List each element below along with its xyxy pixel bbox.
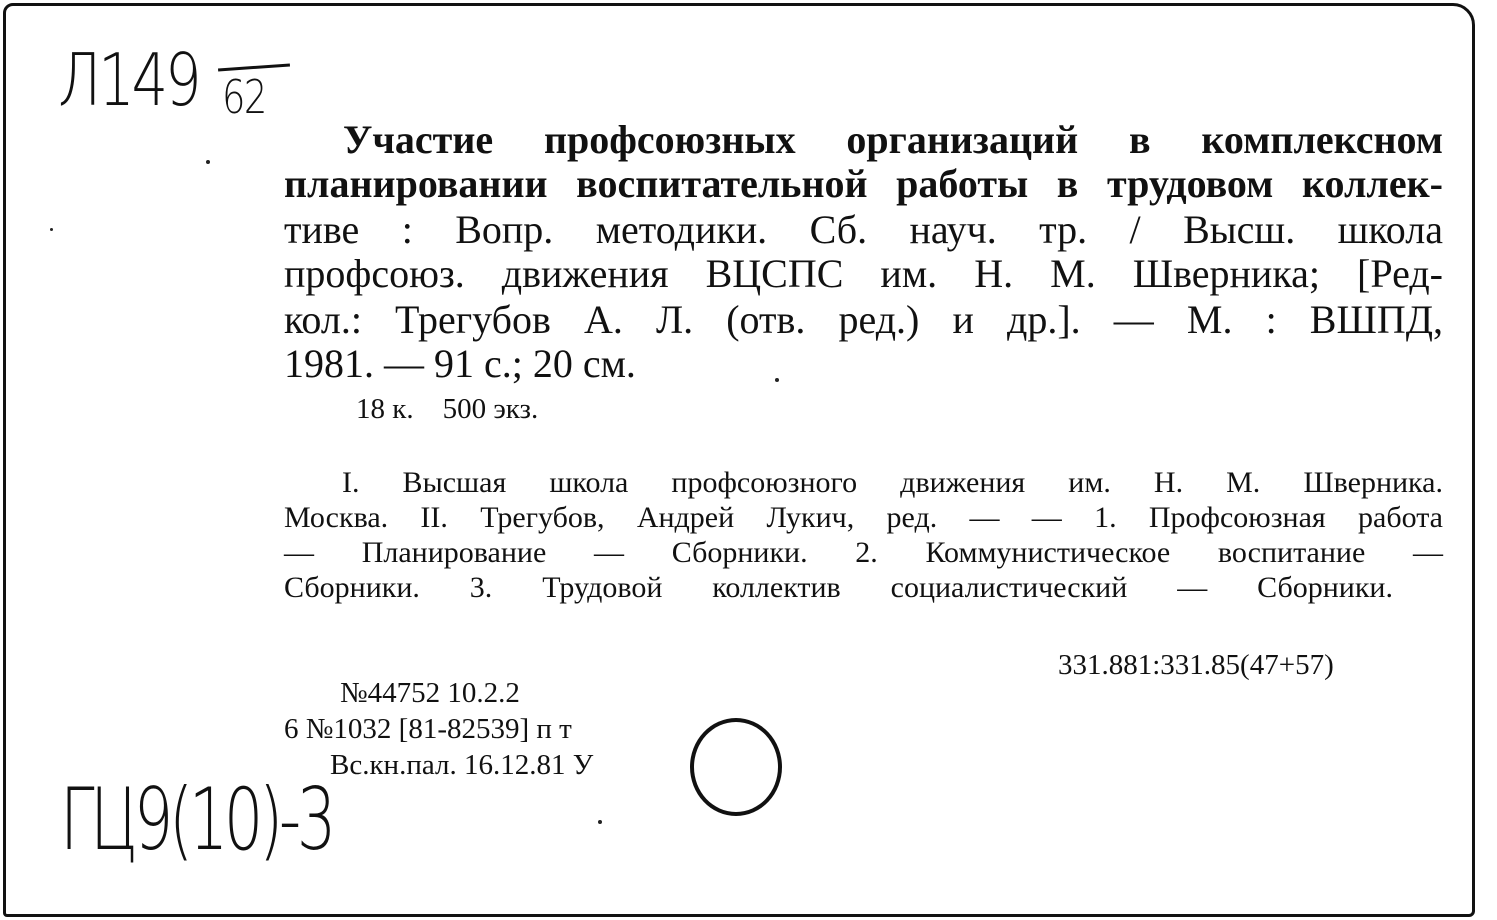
footer-line-1: №44752 10.2.2 [340, 677, 520, 709]
handwritten-shelf-mark: Л149 [58, 38, 199, 122]
tracing-line-4: Сборники. 3. Трудовой коллектив социалистический — Сборники. [284, 571, 1393, 604]
entry-line-6: 1981. — 91 с.; 20 см. [284, 341, 636, 386]
entry-line-3: тиве : Вопр. методики. Сб. науч. тр. / Высш. школа [284, 207, 1443, 252]
speck [206, 160, 210, 164]
speck [598, 820, 602, 824]
handwritten-shelf-mark-denominator: 62 [222, 70, 266, 124]
entry-line-5: кол.: Трегубов А. Л. (отв. ред.) и др.]. — М. : ВШПД, [284, 297, 1443, 342]
footer-line-3: Вс.кн.пал. 16.12.81 У [330, 749, 594, 781]
footer-line-2: 6 №1032 [81-82539] п т [284, 713, 572, 745]
handwritten-bottom-mark: ГЦ9(10)-3 [60, 770, 332, 870]
entry-line-1: Участие профсоюзных организаций в комплексном [343, 117, 1443, 162]
entry-line-2: планировании воспитательной работы в трудовом коллек- [284, 161, 1443, 206]
tracing-line-2: Москва. II. Трегубов, Андрей Лукич, ред. — — 1. Профсоюзная работа [284, 501, 1443, 534]
tracing-line-3: — Планирование — Сборники. 2. Коммунистическое воспитание — [284, 536, 1443, 569]
tracing-line-1: I. Высшая школа профсоюзного движения им. Н. М. Шверника. [342, 466, 1443, 499]
circle-stamp [690, 718, 782, 816]
speck [775, 378, 779, 382]
udc-classification: 331.881:331.85(47+57) [1058, 649, 1334, 681]
speck [50, 228, 53, 231]
entry-line-4: профсоюз. движения ВЦСПС им. Н. М. Шверника; [Ред- [284, 251, 1443, 296]
price-and-print-run: 18 к. 500 экз. [356, 393, 539, 425]
